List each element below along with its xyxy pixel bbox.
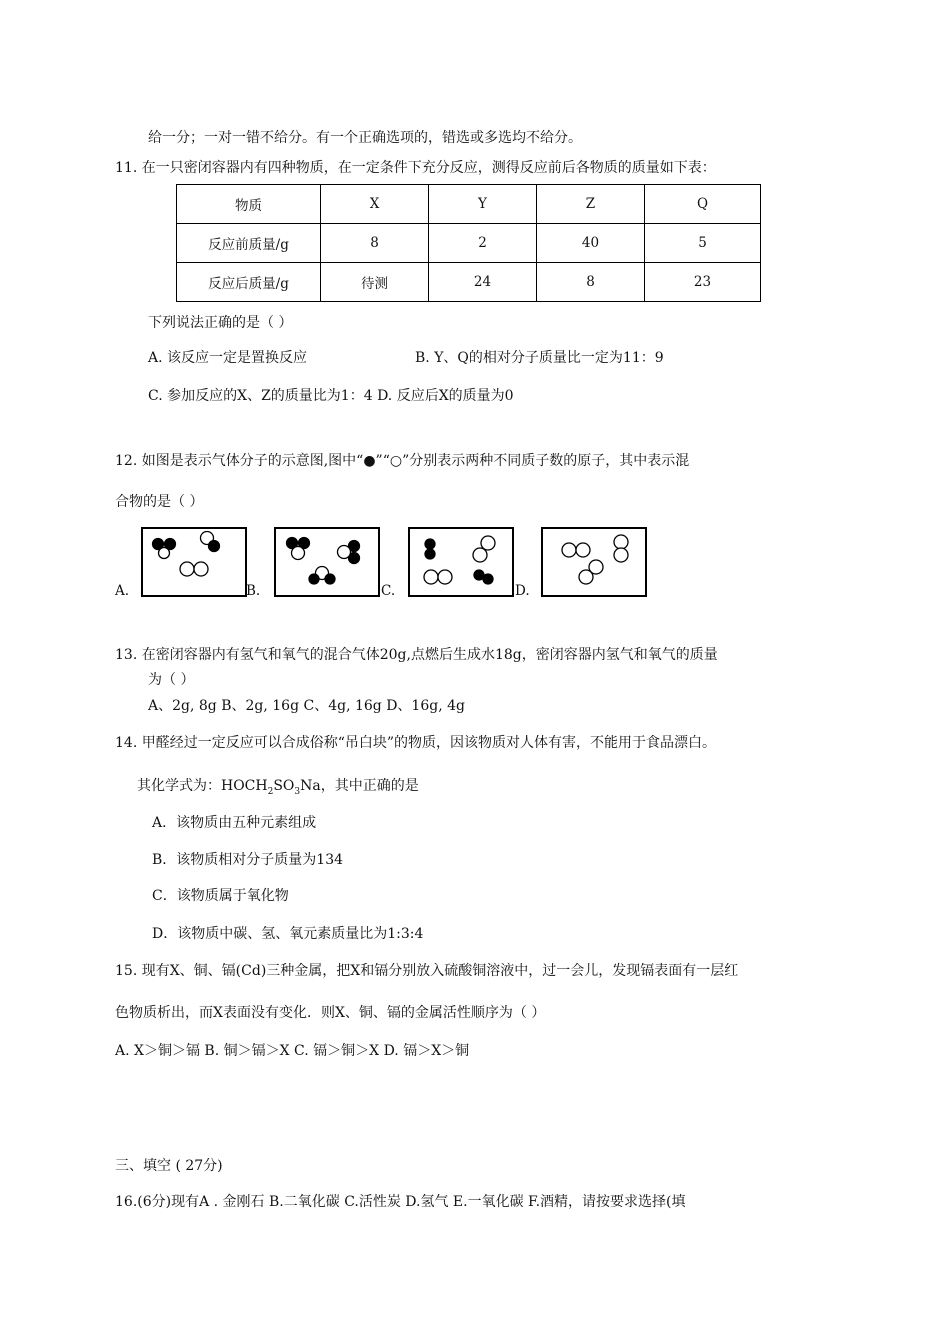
q12-stem-line2: 合物的是（ ）	[115, 494, 204, 510]
molecule-diagram-d	[541, 527, 647, 597]
table-cell: 8	[537, 263, 645, 302]
table-cell: 待测	[321, 263, 429, 302]
formula-suffix: Na，其中正确的是	[300, 778, 419, 794]
table-row	[177, 224, 761, 263]
table-cell: X	[321, 185, 429, 224]
table-cell: Z	[537, 185, 645, 224]
q13-stem-line2: 为（ ）	[148, 672, 195, 688]
molecule-diagram-b	[274, 527, 380, 597]
formula-mid: SO	[273, 778, 295, 794]
q14-option-c: C．该物质属于氧化物	[152, 888, 289, 904]
q11-stem: 11. 在一只密闭容器内有四种物质，在一定条件下充分反应，测得反应前后各物质的质量如下表：	[115, 160, 716, 176]
molecule-diagram-c-graphic	[410, 529, 512, 595]
q15-stem-line2: 色物质析出，而X表面没有变化．则X、铜、镉的金属活性顺序为（ ）	[115, 1005, 546, 1021]
q11-option-a: A. 该反应一定是置换反应	[148, 350, 308, 366]
table-cell: 23	[645, 263, 761, 302]
section-heading: 三、填空 ( 27分)	[115, 1158, 223, 1174]
table-cell: Q	[645, 185, 761, 224]
q14-stem-line1: 14. 甲醛经过一定反应可以合成俗称“吊白块”的物质，因该物质对人体有害，不能用于食品漂白。	[115, 735, 717, 751]
option-b-label: B.	[246, 583, 261, 599]
q14-option-a: A．该物质由五种元素组成	[152, 815, 317, 831]
molecule-diagram-a	[141, 527, 247, 597]
molecule-diagram-b-graphic	[276, 529, 378, 595]
option-a-label: A.	[115, 583, 130, 599]
formula-prefix: 其化学式为：HOCH	[137, 778, 268, 794]
table-cell: 5	[645, 224, 761, 263]
subscript: 2	[267, 786, 274, 797]
option-c-label: C.	[381, 583, 396, 599]
mass-table	[176, 184, 761, 302]
table-cell: 物质	[177, 185, 321, 224]
table-row	[177, 263, 761, 302]
table-cell: 2	[429, 224, 537, 263]
molecule-diagram-a-graphic	[143, 529, 245, 595]
q12-stem-line1: 12. 如图是表示气体分子的示意图,图中“●”“○”分别表示两种不同质子数的原子，其中表示混	[115, 453, 690, 469]
option-d-label: D.	[515, 583, 530, 599]
table-cell: Y	[429, 185, 537, 224]
table-cell: 8	[321, 224, 429, 263]
q11-option-cd: C. 参加反应的X、Z的质量比为1：4 D. 反应后X的质量为0	[148, 388, 514, 404]
q16-stem: 16.(6分)现有A . 金刚石 B.二氧化碳 C.活性炭 D.氢气 E.一氧化碳 F.酒精，请按要求选择(填	[115, 1194, 686, 1210]
subscript: 3	[294, 786, 301, 797]
q13-options: A、2g, 8g B、2g, 16g C、4g, 16g D、16g, 4g	[148, 698, 465, 714]
top-line: 给一分；一对一错不给分。有一个正确选项的，错选或多选均不给分。	[148, 130, 582, 146]
q14-option-b: B．该物质相对分子质量为134	[152, 852, 344, 868]
molecule-diagram-d-graphic	[543, 529, 645, 595]
q15-stem-line1: 15. 现有X、铜、镉(Cd)三种金属，把X和镉分别放入硫酸铜溶液中，过一会儿，发现镉表面有一层红	[115, 963, 739, 979]
table-cell: 反应前质量/g	[177, 224, 321, 263]
molecule-diagram-c	[408, 527, 514, 597]
q14-option-d: D．该物质中碳、氢、氧元素质量比为1:3:4	[152, 926, 424, 942]
q11-prompt: 下列说法正确的是（ ）	[148, 315, 293, 331]
table-header-row	[177, 185, 761, 224]
q11-option-b: B. Y、Q的相对分子质量比一定为11：9	[415, 350, 664, 366]
q14-stem-line2	[137, 777, 419, 801]
table-cell: 反应后质量/g	[177, 263, 321, 302]
table-cell: 40	[537, 224, 645, 263]
q13-stem-line1: 13. 在密闭容器内有氢气和氧气的混合气体20g,点燃后生成水18g，密闭容器内氢气和氧气的质量	[115, 647, 718, 663]
table-cell: 24	[429, 263, 537, 302]
q15-options: A. X＞铜＞镉 B. 铜＞镉＞X C. 镉＞铜＞X D. 镉＞X＞铜	[115, 1043, 470, 1059]
